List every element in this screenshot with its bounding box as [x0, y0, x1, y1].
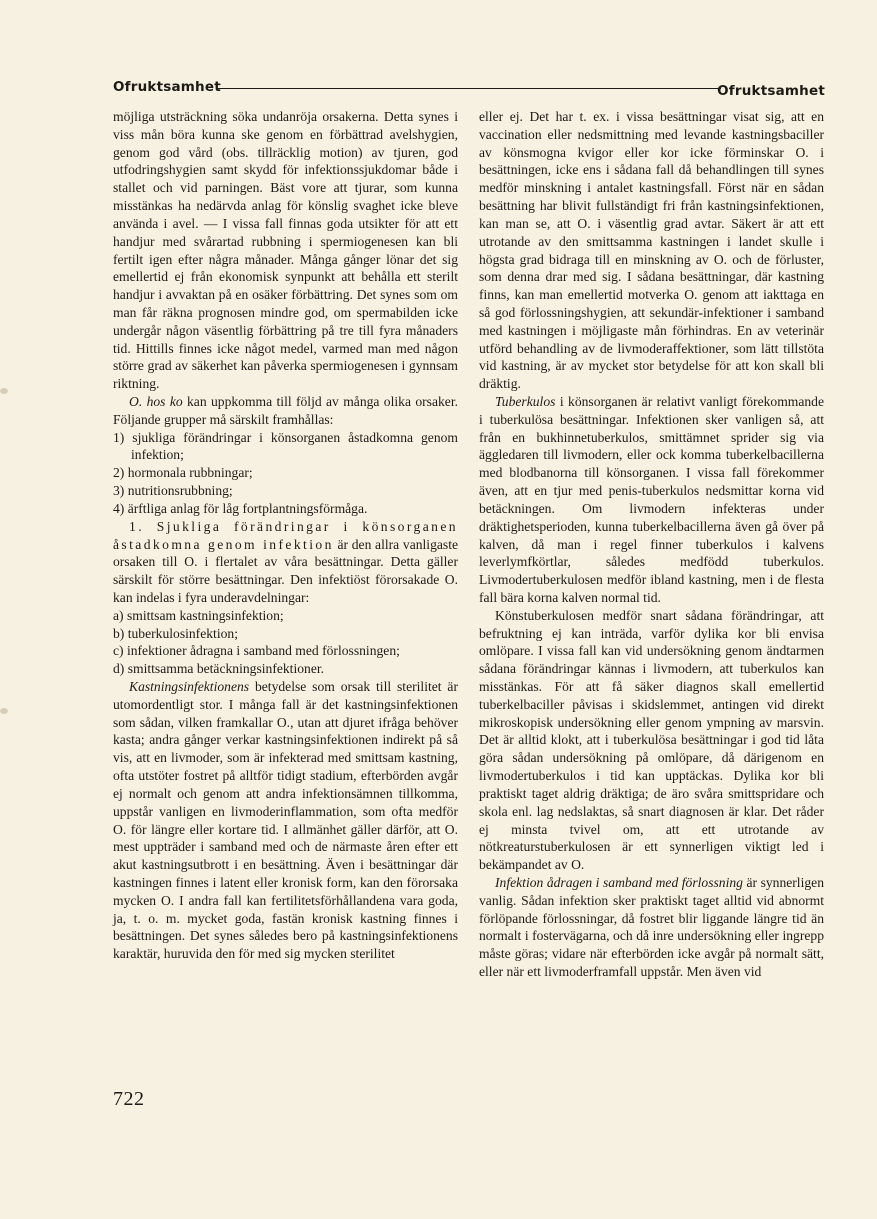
right-column [479, 108, 824, 981]
run-in-heading: Kastningsinfektionens [129, 679, 250, 694]
paragraph-treatment: möjliga utsträckning söka undanröja orsakerna. Detta synes i viss mån böra kunna ske genom en förbättrad avelshygien, genom god vård (obs. tillräcklig motion) av tjuren, god utfodringshygien samt skydd för infektionssjukdomar både i stallet och vid parningen. Bäst vore att tjurar, som kunna misstänkas ha nedärvda anlag för könslig svaghet icke bleve använda i avel. — I vissa fall finnas goda utsikter för att ett handjur med svårartad rubbning i spermiogenesen kan bli fertilt igen efter några månader. Många gånger lönar det sig emellertid ej från ekonomisk synpunkt att behålla ett sterilt handjur i avvaktan på en osäker förbättring. Det synes som om man får räkna prognosen mindre god, om spermabilden icke undergår någon väsentlig förbättring på tre till fyra månaders tid. Hittills finnes icke något medel, varmed man med någon större grad av säkerhet kan påverka spermiogenesen i gynnsam riktning. [113, 109, 458, 392]
spaced-heading: 1. Sjukliga förändringar i könsorganen åstadkomna genom infektion [113, 518, 458, 552]
paragraph-infection-causes: 1. Sjukliga förändringar i könsorganen åstadkomna genom infektion är den allra vanligaste orsaken till O. i flertalet av våra besättningar. Detta gäller särskilt för större besättningar. Den infektiöst förorsakade O. kan indelas i fyra underavdelningar: [113, 518, 459, 605]
list-item: 1) sjukliga förändringar i könsorganen åstadkomna genom infektion; [113, 429, 458, 463]
paragraph-vaccination: eller ej. Det har t. ex. i vissa besättningar visat sig, att en vaccination eller nedsmittning med levande kastningsbaciller av könsmogna kvigor eller kor icke förminskar O. i besättningen, icke ens i sådana fall då behandlingen till synes medför minskning i antalet kastningsfall. Först när en sådan besättning har blivit fullständigt fri från kastningsinfektionen, kan man se, att O. i väsentlig grad avtar. Säkert är att ett utrotande av den smittsamma kastningen i landet skulle i högsta grad bidraga till en minskning av O. och de förluster, som denna drar med sig. I sådana besättningar, där kastning finns, kan man emellertid motverka O. genom att iakttaga en så god förlossningshygien, att sekundär-infektioner i samband med kastningen i möjligaste mån förhindras. En av veterinär utförd behandling av de livmoderaffektioner, som lätt tillstöta vid kastning, är av mycket stor betydelse för att kon skall bli dräktig. [479, 109, 824, 392]
running-header [113, 79, 825, 99]
list-item: d) smittsamma betäckningsinfektioner. [113, 661, 325, 677]
list-item: 2) hormonala rubbningar; [113, 465, 253, 481]
header-rule [217, 88, 721, 89]
paper-spot [0, 388, 8, 394]
paragraph-abortion-infection: Kastningsinfektionens betydelse som orsak till sterilitet är utomordentligt stor. I många fall är det kastningsinfektionen som sådan, vilken framkallar O., utan att djuret ifråga behöver kasta; andra gånger verkar kastningsinfektionen indirekt på så vis, att en livmoder, som är infekterad med smittsam kastning, ofta utstöter fostret på alltför tidigt stadium, efterbörden avgår ej normalt och genom att andra infektionsämnen tillkomma, uppstår vanligen en livmoderinflammation, som ofta medför O. för längre eller kortare tid. I allmänhet gäller därför, att O. mest uppträder i samband med och de närmaste åren efter ett akut kastningsutbrott i en besättning. Även i besättningar där kastningen finnes i latent eller kronisk form, kan den förorsaka mycken O. I andra fall kan fertilitetsförhållandena vara goda, ja, t. o. m. mycket goda, fastän kronisk kastning finnes i besättningen. Det synes således bero på kastningsinfektionens karaktär, huruvida den för med sig mycken sterilitet [113, 679, 458, 962]
run-in-heading: O. hos ko [129, 394, 183, 409]
page-number: 722 [113, 1088, 145, 1110]
paragraph-tuberculosis: Tuberkulos i könsorganen är relativt vanligt förekommande i tuberkulösa besättningar. Infektionen sker vanligen så, att från en bukhinnetuberkulos, smittämnet sprider sig via äggledaren till livmodern, eller ock komma tuberkelbacillerna med blodbanorna till könsorganen. I vissa fall förekommer även, att en tjur med penis-tuberkulos nedsmittar korna vid betäckningen. Om livmodern infekteras under dräktighetsperioden, kunna tuberkelbacillerna även gå över på kalven, då man i regel finner tuberkulos i kalvens leverlymfkörtlar, således medfödd tuberkulos. Livmodertuberkulosen medför ibland kastning, men i de flesta fall bära korna kalven normal tid. [479, 394, 824, 605]
list-item: 3) nutritionsrubbning; [113, 483, 233, 499]
paragraph-birth-infection: Infektion ådragen i samband med förlossning är synnerligen vanlig. Sådan infektion sker praktiskt taget alltid vid abnormt förlöpande förlossningar, då fostret blir liggande längre tid än normalt i fostervägarna, och då inre undersökning eller ingrepp måste göras; vidare när efterbörden icke avgår på normalt sätt, eller när ett livmoderframfall uppstår. Men även vid [479, 874, 824, 979]
run-in-heading: Infektion ådragen i samband med förlossning [495, 874, 743, 890]
list-item: c) infektioner ådragna i samband med förlossningen; [113, 643, 400, 659]
paragraph-cow-causes: O. hos ko kan uppkomma till följd av många olika orsaker. Följande grupper må särskilt framhållas: [113, 394, 458, 427]
run-in-heading: Tuberkulos [495, 394, 556, 409]
list-item: 4) ärftliga anlag för låg fortplantningsförmåga. [113, 500, 368, 516]
header-title-left: Ofruktsamhet [113, 79, 221, 95]
list-item: b) tuberkulosinfektion; [113, 625, 238, 641]
list-item: a) smittsam kastningsinfektion; [113, 607, 284, 623]
paragraph-genital-tuberculosis: Könstuberkulosen medför snart sådana förändringar, att befruktning ej kan inträda, varför dylika kor bli envisa omlöpare. I vissa fall kan vid undersökning genom ändtarmen sådana förändringar kännas i livmodern, att tuberkulos kan misstänkas. För att få säker diagnos skall emellertid tuberkelbaciller påvisas i skidslemmet, antingen vid direkt mikroskopisk undersökning eller genom ympning av marsvin. Det är alltid klokt, att i tuberkulösa besättningar i god tid låta göra sådan undersökning på omlöpare, då därigenom en livmodertuberkulos i tid kan upptäckas. Dylika kor bli praktiskt taget aldrig dräktiga; de äro svåra smittspridare och skola enl. lag nedslaktas, så snart diagnosen är klar. Det råder ej minsta tvivel om, att ett utrotande av nötkreaturstuberkulosen är ett synnerligen viktigt led i bekämpandet av O. [479, 607, 824, 873]
header-title-right: Ofruktsamhet [717, 83, 825, 99]
paper-spot [0, 708, 8, 714]
left-column [113, 108, 458, 963]
